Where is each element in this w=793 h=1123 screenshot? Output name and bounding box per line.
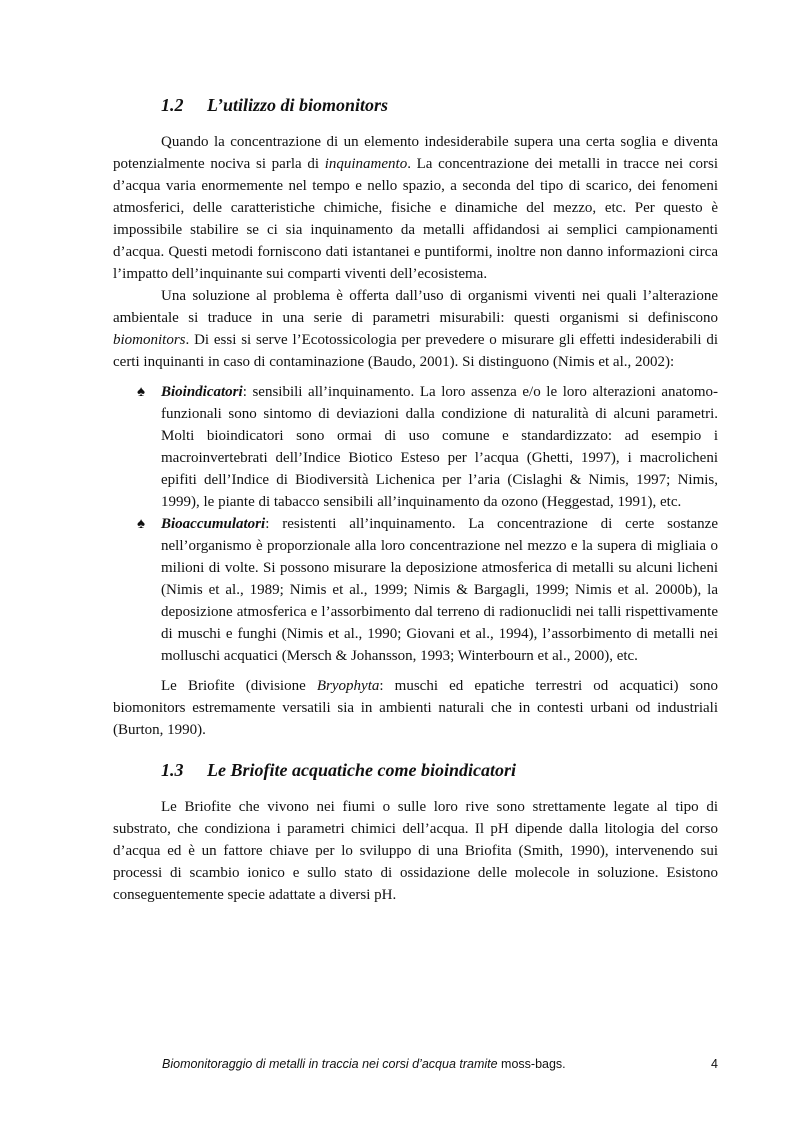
list-item-bioaccumulatori bbox=[113, 513, 718, 667]
section-title: L’utilizzo di biomonitors bbox=[207, 95, 389, 115]
footer-text-upright: moss-bags. bbox=[501, 1057, 566, 1071]
spade-bullet-icon: ♠ bbox=[137, 384, 145, 400]
text-run: Le Briofite (divisione bbox=[161, 678, 317, 694]
list-item-bioindicatori bbox=[113, 381, 718, 513]
section-number: 1.3 bbox=[161, 760, 184, 780]
text-run: : muschi ed epatiche terrestri od acquatici) sono biomonitors estremamente versatili sia in ambienti naturali che in contesti urbani od industriali (Burton, 1990). bbox=[113, 678, 719, 738]
item-text: : sensibili all’inquinamento. La loro assenza e/o le loro alterazioni anatomo-funzionali sono sintomo di deviazioni dalla condizione di naturalità di alcuni parametri. Molti bioindicatori sono ormai di uso comune e standardizzato: ad esempio i macroinvertebrati dell’Indice Biotico Esteso per l’acqua (Ghetti, 1997), i macrolicheni epifiti dell’Indice di Biodiversità Lichenica per l’aria (Cislaghi & Nimis, 1997; Nimis, 1999), le piante di tabacco sensibili all’inquinamento da ozono (Heggestad, 1991), etc. bbox=[161, 384, 718, 510]
footer-text-italic: Biomonitoraggio di metalli in traccia nei corsi d’acqua tramite bbox=[162, 1057, 502, 1071]
term-bioaccumulatori: Bioaccumulatori bbox=[161, 516, 266, 532]
italic-term: Bryophyta bbox=[316, 678, 380, 694]
italic-term: biomonitors bbox=[113, 332, 186, 348]
biomonitor-types-list bbox=[113, 381, 718, 667]
page-footer bbox=[162, 1057, 718, 1071]
paragraph-biomonitors bbox=[113, 285, 718, 373]
paragraph-briofite bbox=[113, 675, 718, 741]
section-title: Le Briofite acquatiche come bioindicatori bbox=[207, 760, 516, 780]
section-number: 1.2 bbox=[161, 95, 184, 115]
term-bioindicatori: Bioindicatori bbox=[161, 384, 243, 400]
italic-term: inquinamento bbox=[324, 156, 408, 172]
paragraph-inquinamento bbox=[113, 131, 718, 285]
paragraph-briofite-acquatiche: Le Briofite che vivono nei fiumi o sulle loro rive sono strettamente legate al tipo di substrato, che condiziona i parametri chimici dell’acqua. Il pH dipende dalla litologia del corso d’acqua ed è un fattore chiave per lo sviluppo di una Briofita (Smith, 1990), intervenendo sui processi di scambio ionico e sullo stato di ossidazione delle molecole in soluzione. Esistono conseguentemente specie adattate a diversi pH. bbox=[113, 799, 718, 903]
page-number: 4 bbox=[711, 1057, 718, 1071]
spade-bullet-icon: ♠ bbox=[137, 516, 145, 532]
section-heading-1-3 bbox=[161, 758, 718, 782]
item-text: : resistenti all’inquinamento. La concentrazione di certe sostanze nell’organismo è proporzionale alla loro concentrazione nel mezzo e la supera di migliaia o milioni di volte. Si possono misurare la deposizione atmosferica di metalli su alcuni licheni (Nimis et al., 1989; Nimis et al., 1999; Nimis & Bargagli, 1999; Nimis et al. 2000b), la deposizione atmosferica e l’assorbimento dal terreno di radionuclidi nei talli rispettivamente di muschi e funghi (Nimis et al., 1990; Giovani et al., 1994), l’assorbimento di metalli nei molluschi acquatici (Mersch & Johansson, 1993; Winterbourn et al., 2000), etc. bbox=[161, 516, 718, 664]
text-run: Quando la concentrazione di un elemento indesiderabile supera una certa soglia e diventa potenzialmente nociva si parla di bbox=[113, 134, 718, 172]
text-run: . La concentrazione dei metalli in tracce nei corsi d’acqua varia enormemente nel tempo e nello spazio, a seconda del tipo di scarico, dei fenomeni atmosferici, delle caratteristiche chimiche, fisiche e dinamiche del mezzo, etc. Per questo è impossibile stabilire se ci sia inquinamento da metalli affidandosi ai semplici campionamenti d’acqua. Questi metodi forniscono dati istantanei e puntiformi, inoltre non danno informazioni circa l’impatto dell’inquinante sui comparti viventi dell’ecosistema. bbox=[113, 156, 718, 282]
section-heading-1-2 bbox=[161, 93, 718, 117]
text-run: Una soluzione al problema è offerta dall’uso di organismi viventi nei quali l’alterazione ambientale si traduce in una serie di parametri misurabili: questi organismi si definiscono bbox=[113, 288, 718, 326]
text-run: . Di essi si serve l’Ecotossicologia per prevedere o misurare gli effetti indesiderabili di certi inquinanti in caso di contaminazione (Baudo, 2001). Si distinguono (Nimis et al., 2002): bbox=[113, 332, 718, 370]
page-content bbox=[113, 93, 718, 906]
footer-title bbox=[162, 1057, 566, 1071]
